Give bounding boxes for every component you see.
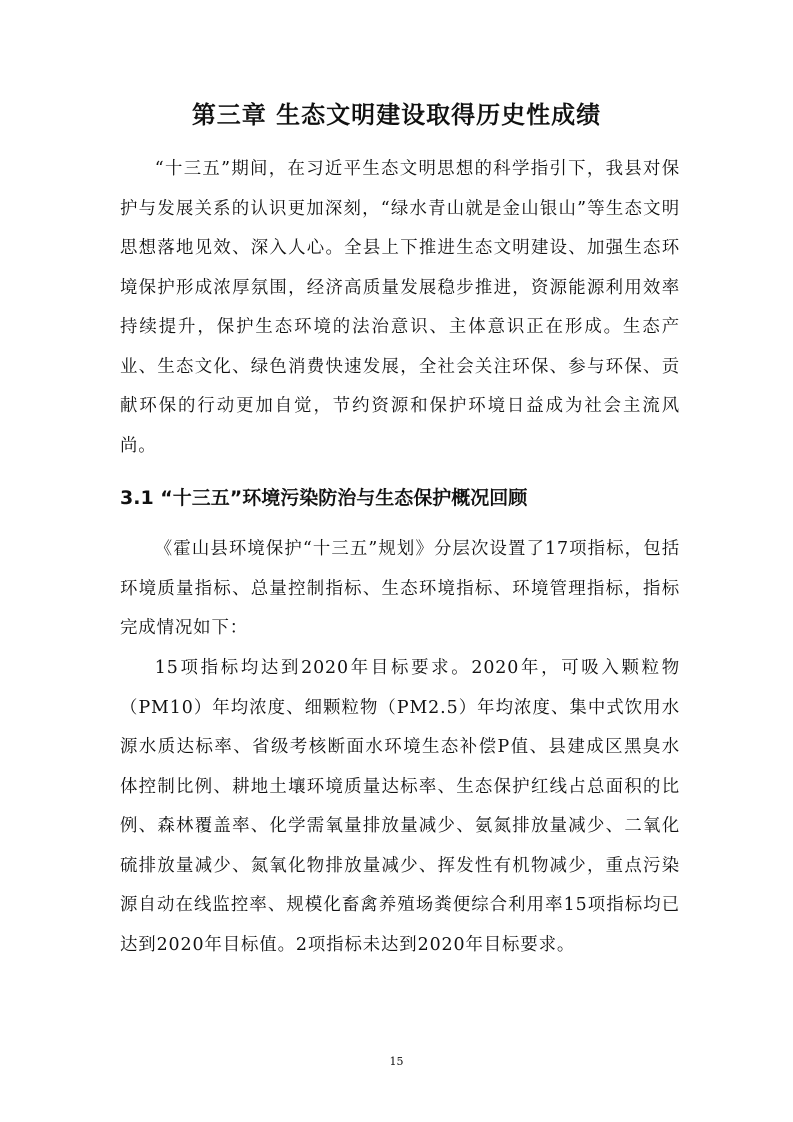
chapter-title: 第三章 生态文明建设取得历史性成绩 [191,101,602,129]
section-paragraph-results: 15项指标均达到2020年目标要求。2020年，可吸入颗粒物（PM10）年均浓度、细颗粒物（PM2.5）年均浓度、集中式饮用水源水质达标率、省级考核断面水环境生态补偿P值、县建成区黑臭水体控制比例、耕地土壤环境质量达标率、生态保护红线占总面积的比例、森林覆盖率、化学需氧量排放量减少、氨氮排放量减少、二氧化硫排放量减少、氮氧化物排放量减少、挥发性有机物减少，重点污染源自动在线监控率、规模化畜禽养殖场粪便综合利用率15项指标均已达到2020年目标值。2项指标未达到2020年目标要求。 [120,658,680,955]
page-number: 15 [389,1055,404,1068]
intro-paragraph: “十三五”期间，在习近平生态文明思想的科学指引下，我县对保护与发展关系的认识更加深刻，“绿水青山就是金山银山”等生态文明思想落地见效、深入人心。全县上下推进生态文明建设、加强生态环境保护形成浓厚氛围，经济高质量发展稳步推进，资源能源利用效率持续提升，保护生态环境的法治意识、主体意识正在形成。生态产业、生态文化、绿色消费快速发展，全社会关注环保、参与环保、贡献环保的行动更加自觉，节约资源和保护环境日益成为社会主流风尚。 [120,159,680,456]
section-paragraph-indicators: 《霍山县环境保护“十三五”规划》分层次设置了17项指标，包括环境质量指标、总量控制指标、生态环境指标、环境管理指标，指标完成情况如下： [120,539,680,638]
section-heading: 3.1 “十三五”环境污染防治与生态保护概况回顾 [120,487,528,509]
